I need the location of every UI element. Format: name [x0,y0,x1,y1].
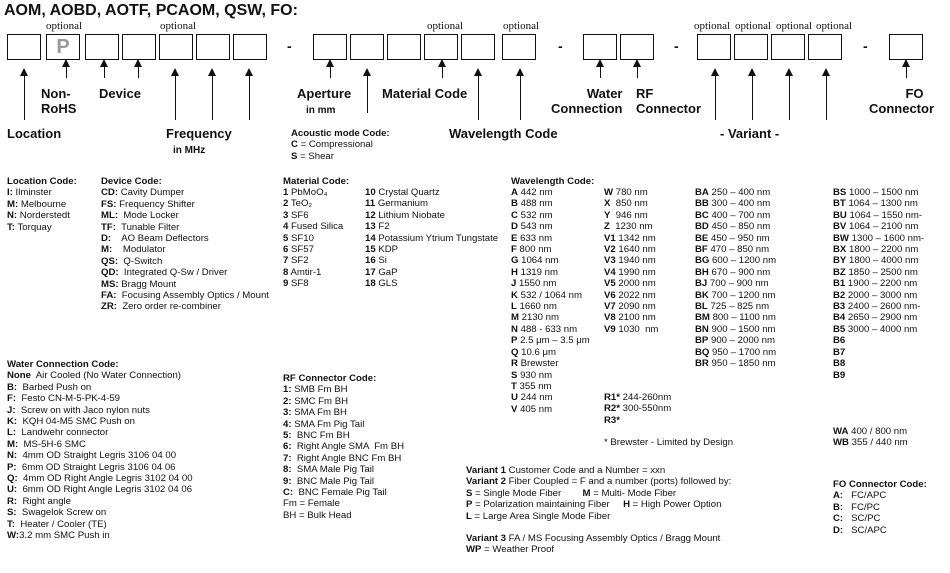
wavelength-row: BS 1000 – 1500 nm [833,187,919,198]
wavelength-row: BK 700 – 1200 nm [695,289,776,301]
water-row: None Air Cooled (No Water Connection) [7,370,181,382]
wavelength-row: V8 2100 nm [604,312,656,324]
wavelength-row: F 800 nm [511,244,552,256]
rf-row: 3: SMA Fm BH [283,407,347,419]
water-row: P: 6mm OD Straight Legris 3106 04 06 [7,461,176,473]
device-row: MS: Bragg Mount [101,278,177,290]
wavelength-row: V4 1990 nm [604,266,656,278]
code-box [502,34,536,60]
arrow-up-icon [104,66,105,78]
optional-label: optional [735,20,772,32]
wavelength-row: N 488 - 633 nm [511,323,578,335]
device-row: CD: Cavity Dumper [101,187,185,199]
optional-label: optional [694,20,731,32]
material-row: 7 SF2 [283,255,309,267]
rf-row: 2: SMC Fm BH [283,395,349,407]
wavelength-row: B7 [833,346,846,358]
rf-note: BH = Bulk Head [283,509,352,521]
wavelength-row: B4 2650 – 2900 nm [833,312,918,324]
rf-note: Fm = Female [283,498,340,510]
device-row: QS: Q-Switch [101,255,163,267]
acoustic-mode-section [291,128,390,162]
material-row: 15 KDP [365,244,399,256]
code-box [122,34,156,60]
rf-row: C: BNC Female Pig Tail [283,487,387,499]
location-row: M: Melbourne [7,198,67,210]
code-box [583,34,617,60]
wavelength-row: BU 1064 – 1550 nm- [833,209,923,221]
wavelength-row: S 930 nm [511,369,553,381]
variant-1: Variant 1 Customer Code and a Number = xxn [466,465,666,476]
acoustic-heading: Acoustic mode Code: [291,128,390,139]
material-row: 5 SF10 [283,232,314,244]
wavelength-row: Q 10.6 μm [511,346,556,358]
rf-row: 6: Right Angle SMA Fm BH [283,441,405,453]
wavelength-row: D 543 nm [511,221,553,233]
material-row: 4 Fused Silica [283,221,344,233]
arrow-up-icon [330,66,331,78]
wavelength-row: K 532 / 1064 nm [511,289,582,301]
label-aperture: Aperture [297,86,352,101]
wavelength-row: BW 1300 – 1600 nm- [833,232,925,244]
wavelength-row: B1 1900 – 2200 nm [833,278,918,290]
page-title: AOM, AOBD, AOTF, PCAOM, QSW, FO: [4,2,298,19]
rf-row: 5: BNC Fm BH [283,430,350,442]
acoustic-row: C = Compressional [291,139,373,151]
label-water-connection: Water Connection [551,86,623,116]
material-row: 6 SF57 [283,244,314,256]
label-frequency-unit: in MHz [173,145,206,156]
wavelength-row: B6 [833,335,846,347]
separator-dash: - [287,38,292,54]
label-location: Location [7,126,62,141]
material-row: 3 SF6 [283,209,309,221]
device-row: D: AO Beam Deflectors [101,233,209,245]
wavelength-row: B9 [833,369,846,381]
code-box [620,34,654,60]
material-row: 17 GaP [365,266,398,278]
wavelength-row: R2* 300-550nm [604,403,672,415]
wavelength-row: BR 950 – 1850 nm [695,358,776,370]
optional-label: optional [776,20,813,32]
optional-label: optional [46,20,83,32]
fo-connector-section [833,479,927,536]
arrow-up-icon [175,75,176,120]
wavelength-row: V1 1342 nm [604,232,656,244]
location-row: I: Ilminster [7,187,52,199]
rf-row: 9: BNC Male Pig Tail [283,475,374,487]
separator-dash: - [558,38,563,54]
wavelength-row: BJ 700 – 900 nm [695,278,769,290]
label-aperture-unit: in mm [306,105,336,116]
code-box [85,34,119,60]
material-code-heading: Material Code: [283,176,350,187]
water-row: B: Barbed Push on [7,381,92,393]
acoustic-row: S = Shear [291,150,334,162]
rf-row: 1: SMB Fm BH [283,384,348,396]
label-material-code: Material Code [382,86,468,101]
wavelength-row: C 532 nm [511,209,553,221]
code-box-p: P [46,34,80,60]
brewster-note: * Brewster - Limited by Design [604,437,734,448]
wavelength-row: V3 1940 nm [604,255,656,267]
optional-label: optional [427,20,464,32]
wavelength-row: BH 670 – 900 nm [695,266,771,278]
device-row: M: Modulator [101,244,166,256]
optional-label: optional [503,20,540,32]
wavelength-row: BQ 950 – 1700 nm [695,346,777,358]
wavelength-row: BB 300 – 400 nm [695,198,771,210]
rf-row: 8: SMA Male Pig Tail [283,464,374,476]
water-row: S: Swagelok Screw on [7,507,107,519]
location-code-heading: Location Code: [7,176,77,187]
water-row: T: Heater / Cooler (TE) [7,518,107,530]
rf-row: 4: SMA Fm Pig Tail [283,418,365,430]
material-row: 11 Germanium [365,198,428,210]
location-code-section [7,176,77,233]
code-box [313,34,347,60]
wavelength-row: M 2130 nm [511,312,560,324]
wavelength-row: Y 946 nm [604,209,648,221]
wavelength-row: V7 2090 nm [604,301,656,313]
variant-2-row: S = Single Mode Fiber M = Multi- Mode Fiber [466,487,677,499]
wavelength-row: BD 450 – 850 nm [695,221,771,233]
material-row: 18 GLS [365,278,398,290]
arrow-up-icon [826,75,827,120]
material-row: 13 F2 [365,221,390,233]
water-row: U: 6mm OD Right Angle Legris 3102 04 06 [7,484,193,496]
wavelength-row: V6 2022 nm [604,289,656,301]
wavelength-row: BF 470 – 850 nm [695,244,770,256]
separator-dash: - [863,38,868,54]
weather-proof: WP = Weather Proof [466,544,555,556]
water-row: R: Right angle [7,495,71,507]
arrow-up-icon [249,75,250,120]
code-box [734,34,768,60]
wavelength-row: T 355 nm [511,380,552,392]
wavelength-row: P 2.5 μm – 3.5 μm [511,335,590,347]
arrow-up-icon [138,66,139,78]
fo-connector-heading: FO Connector Code: [833,479,927,490]
label-wavelength-code: Wavelength Code [449,126,558,141]
wavelength-row: W 780 nm [604,187,648,198]
material-row: 1 PbMoO₄ [283,187,328,198]
label-device: Device [99,86,141,101]
wavelength-row: BX 1800 – 2200 nm [833,244,919,256]
code-box [350,34,384,60]
water-connection-heading: Water Connection Code: [7,359,119,370]
device-code-heading: Device Code: [101,176,162,187]
arrow-up-icon [752,75,753,120]
arrow-up-icon [520,75,521,120]
wavelength-row: B5 3000 – 4000 nm [833,323,918,335]
code-box [387,34,421,60]
code-box [461,34,495,60]
material-code-section [283,176,349,187]
arrow-up-icon [66,66,67,78]
wavelength-row: V2 1640 nm [604,244,656,256]
wavelength-row: V5 2000 nm [604,278,656,290]
water-row: W:3.2 mm SMC Push in [7,530,110,542]
material-row: 9 SF8 [283,278,309,290]
optional-label: optional [816,20,853,32]
wavelength-row: B8 [833,358,846,370]
fo-row: D: SC/APC [833,524,887,536]
location-row: T: Torquay [7,221,52,233]
optional-label: optional [160,20,197,32]
label-variant: - Variant - [720,126,780,141]
material-row: 8 Amtir-1 [283,266,322,278]
wavelength-row: WA 400 / 800 nm [833,426,908,437]
wavelength-row: BP 900 – 2000 nm [695,335,776,347]
variant-2-row: P = Polarization maintaining Fiber H = High Power Option [466,499,722,511]
label-non-rohs: Non- RoHS [41,86,77,116]
wavelength-row: H 1319 nm [511,266,558,278]
rf-connector-heading: RF Connector Code: [283,373,377,384]
material-row: 2 TeO₂ [283,198,313,210]
arrow-up-icon [789,75,790,120]
device-row: ZR: Zero order re-combiner [101,301,221,313]
wavelength-row: L 1660 nm [511,301,557,313]
wavelength-row: B2 2000 – 3000 nm [833,289,918,301]
label-fo-connector: FO Connector [869,86,934,116]
wavelength-row: U 244 nm [511,392,553,404]
fo-row: B: FC/PC [833,501,880,513]
wavelength-row: G 1064 nm [511,255,559,267]
arrow-up-icon [478,75,479,120]
wavelength-row: B3 2400 – 2600 nm- [833,301,921,313]
code-box [233,34,267,60]
device-row: FA: Focusing Assembly Optics / Mount [101,290,269,302]
fo-row: C: SC/PC [833,513,881,525]
wavelength-row: BZ 1850 – 2500 nm [833,266,918,278]
arrow-up-icon [715,75,716,120]
wavelength-row: E 633 nm [511,232,553,244]
variant-2: Variant 2 Fiber Coupled = F and a number (ports) followed by: [466,476,732,488]
rf-row: 7: Right Angle BNC Fm BH [283,452,402,464]
arrow-up-icon [442,66,443,78]
location-row: N: Norderstedt [7,210,70,222]
wavelength-row: Z 1230 nm [604,221,653,233]
wavelength-code-heading: Wavelength Code: [511,176,595,187]
wavelength-row: BA 250 – 400 nm [695,187,771,198]
code-box [159,34,193,60]
wavelength-row: V 405 nm [511,403,553,415]
wavelength-row: BN 900 – 1500 nm [695,323,776,335]
wavelength-code-section [511,176,594,187]
water-row: K: KQH 04-M5 SMC Push on [7,416,135,428]
device-row: FS: Frequency Shifter [101,198,195,210]
water-row: N: 4mm OD Straight Legris 3106 04 00 [7,450,177,462]
wavelength-row: BG 600 – 1200 nm [695,255,777,267]
material-row: 12 Lithium Niobate [365,209,445,221]
wavelength-row: R3* [604,414,620,426]
code-box [7,34,41,60]
wavelength-row: V9 1030 nm [604,323,659,335]
wavelength-row: X 850 nm [604,198,648,210]
arrow-up-icon [212,75,213,120]
variant-2-row: L = Large Area Single Mode Fiber [466,510,611,522]
arrow-up-icon [906,66,907,78]
wavelength-row: B 488 nm [511,198,553,210]
code-box [697,34,731,60]
code-box [771,34,805,60]
rf-connector-section [283,373,404,521]
material-row: 10 Crystal Quartz [365,187,440,198]
wavelength-row: BC 400 – 700 nm [695,209,771,221]
code-box [424,34,458,60]
code-box [889,34,923,60]
wavelength-row: BL 725 – 825 nm [695,301,770,313]
wavelength-row: BT 1064 – 1300 nm [833,198,918,210]
label-frequency: Frequency [166,126,232,141]
arrow-up-icon [600,66,601,78]
wavelength-row: BE 450 – 950 nm [695,232,770,244]
wavelength-row: BY 1800 – 4000 nm [833,255,919,267]
arrow-up-icon [367,75,368,113]
material-row: 16 Si [365,255,387,267]
arrow-up-icon [637,66,638,78]
wavelength-row: R Brewster [511,358,559,370]
water-connection-section [7,359,193,542]
code-box [196,34,230,60]
device-code-section [101,176,269,313]
label-rf-connector: RF Connector [636,86,701,116]
wavelength-row: A 442 nm [511,187,553,198]
device-row: TF: Tunable Filter [101,221,180,233]
arrow-up-icon [24,75,25,120]
separator-dash: - [674,38,679,54]
code-box [808,34,842,60]
wavelength-row: R1* 244-260nm [604,392,672,403]
water-row: F: Festo CN-M-5-PK-4-59 [7,393,121,405]
material-row: 14 Potassium Ytrium Tungstate [365,232,499,244]
water-row: J: Screw on with Jaco nylon nuts [7,404,150,416]
variant-3: Variant 3 FA / MS Focusing Assembly Optics / Bragg Mount [466,533,721,545]
wavelength-row: BV 1064 – 2100 nm [833,221,919,233]
wavelength-row: WB 355 / 440 nm [833,437,908,449]
water-row: L: Landwehr connector [7,427,109,439]
device-row: QD: Integrated Q-Sw / Driver [101,267,228,279]
wavelength-row: BM 800 – 1100 nm [695,312,776,324]
fo-row: A: FC/APC [833,490,887,502]
variant-section [466,465,731,556]
wavelength-row: J 1550 nm [511,278,557,290]
device-row: ML: Mode Locker [101,210,179,222]
water-row: Q: 4mm OD Right Angle Legris 3102 04 00 [7,473,193,485]
water-row: M: MS-5H-6 SMC [7,438,86,450]
